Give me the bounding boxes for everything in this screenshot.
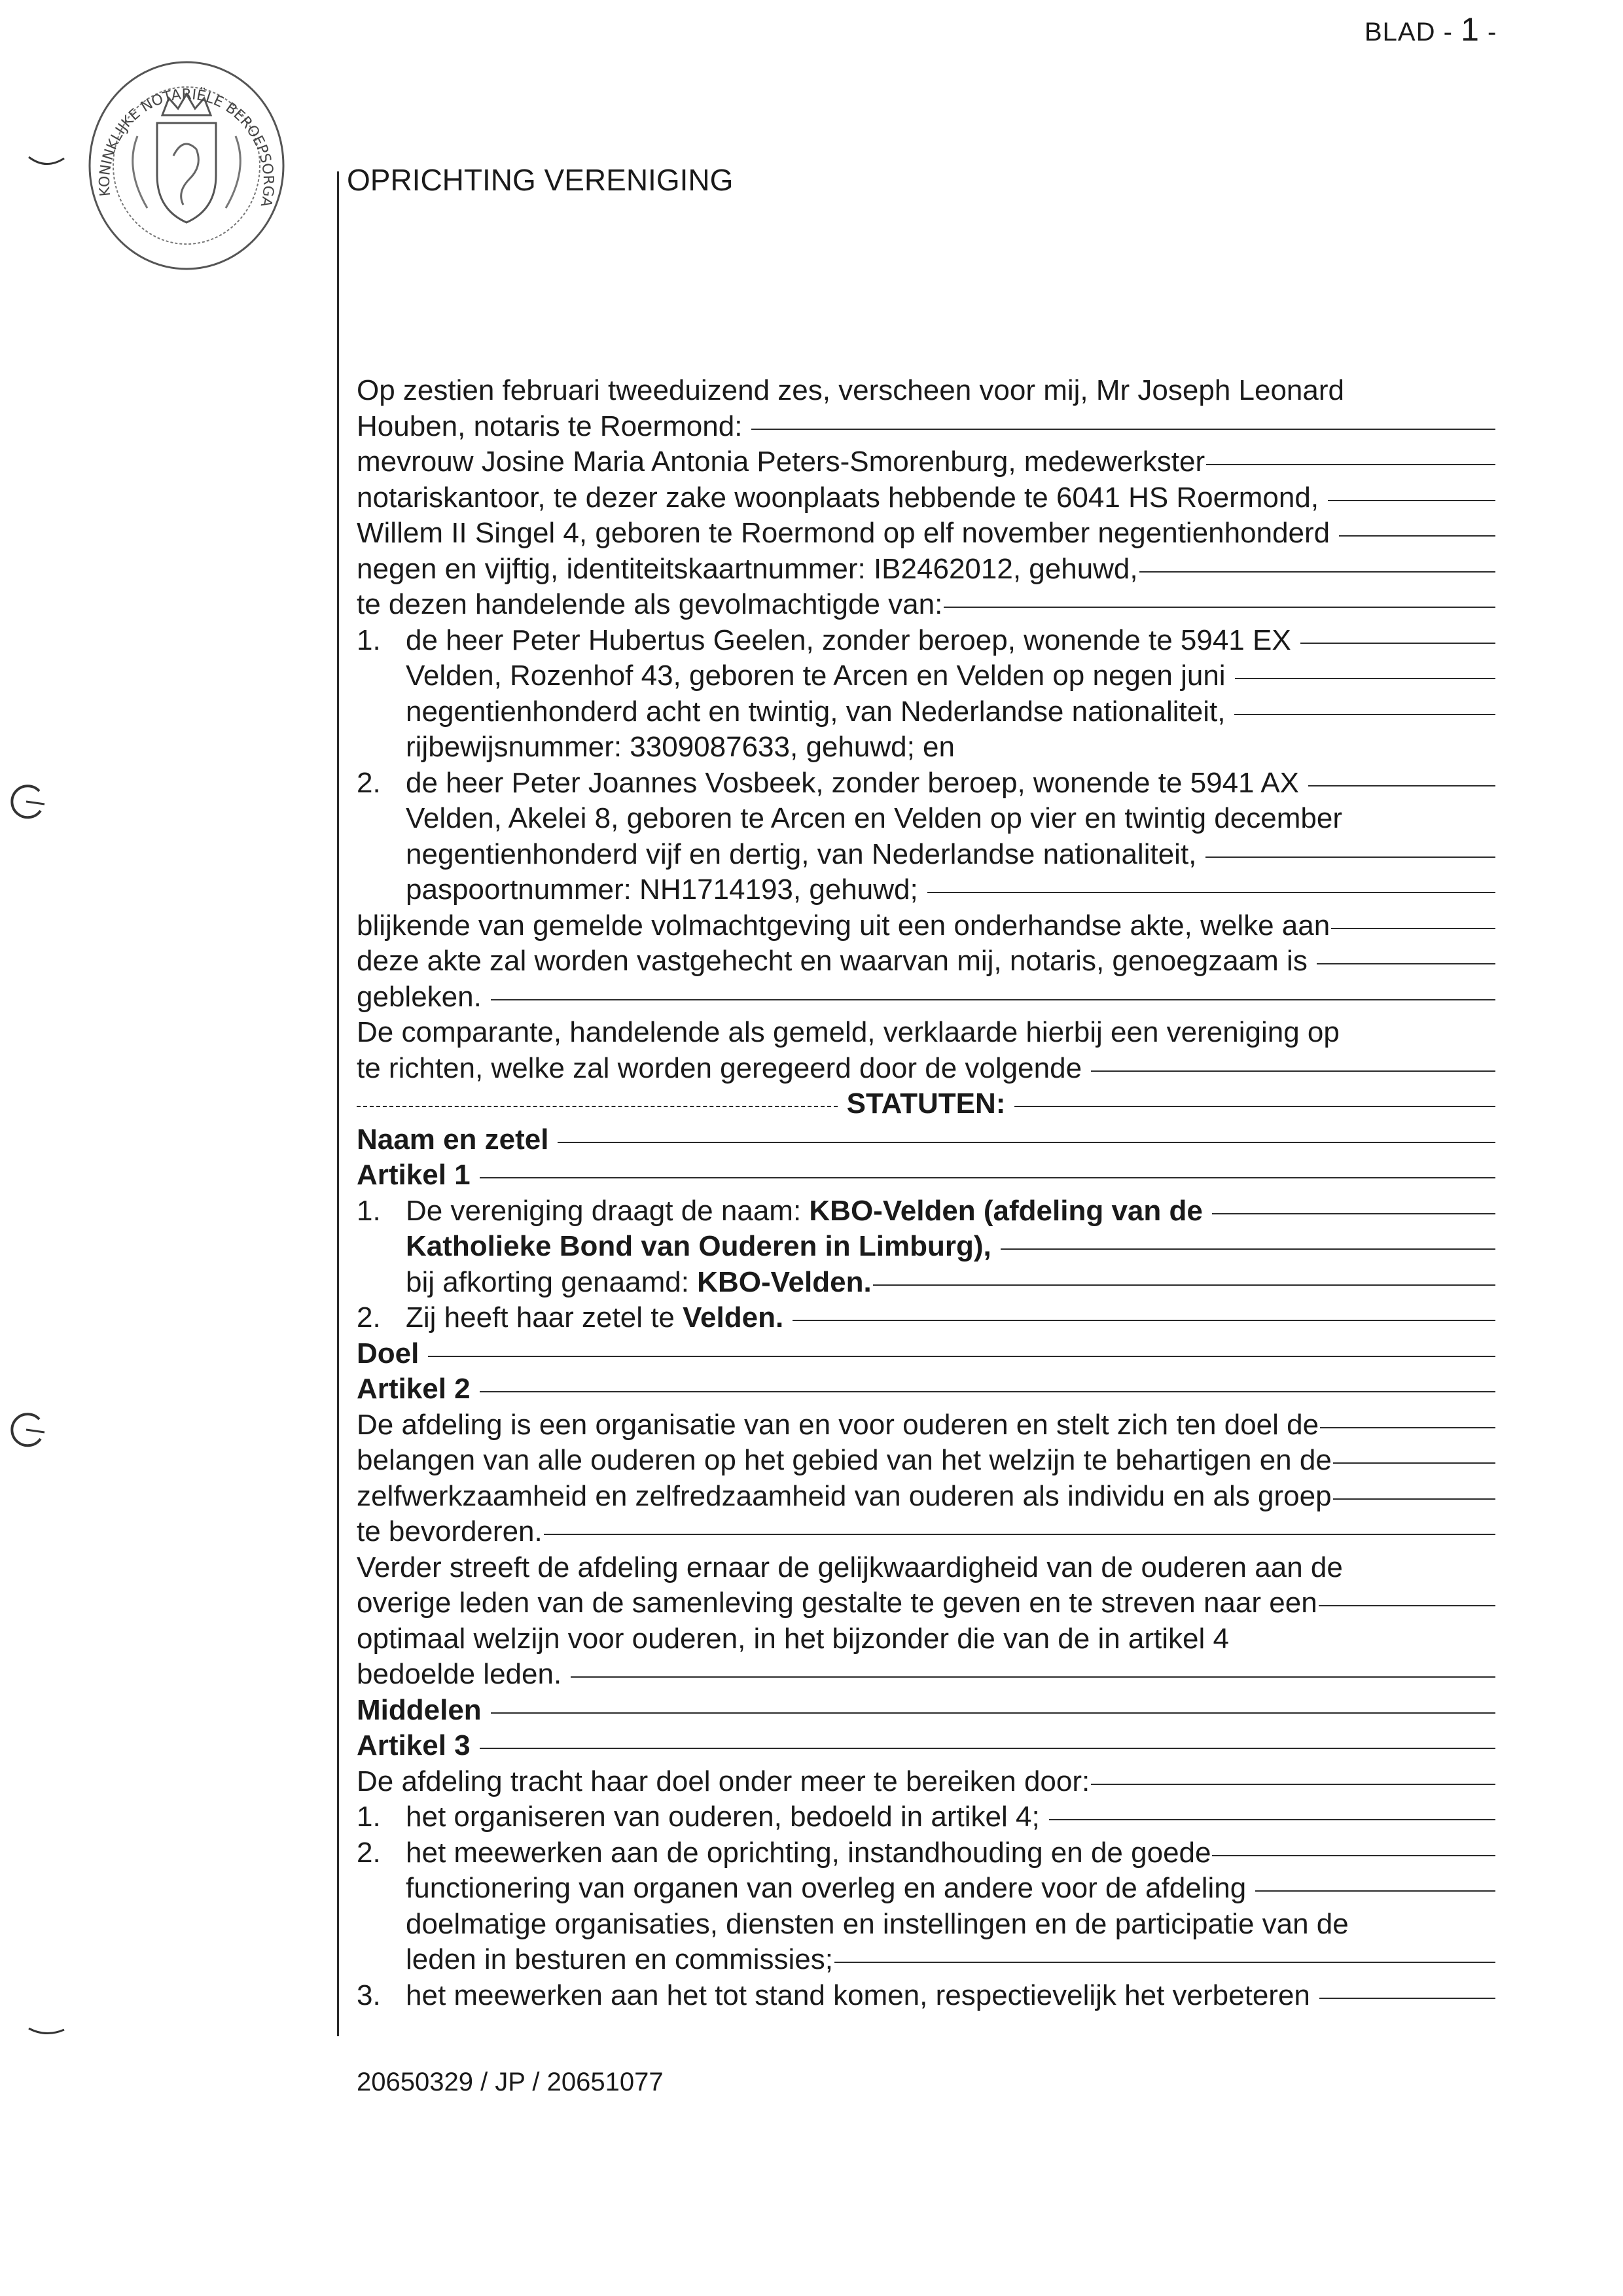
list-item: 2. Zij heeft haar zetel te Velden. (357, 1300, 1495, 1336)
text-line: Op zestien februari tweeduizend zes, verscheen voor mij, Mr Joseph Leonard (357, 374, 1344, 406)
document-title: OPRICHTING VERENIGING (347, 163, 734, 197)
text-line: De comparante, handelende als gemeld, verklaarde hierbij een vereniging op (357, 1016, 1340, 1048)
text-line: notariskantoor, te dezer zake woonplaats hebbende te 6041 HS Roermond, (357, 480, 1495, 516)
list-item: 1. het organiseren van ouderen, bedoeld in artikel 4; (357, 1799, 1495, 1835)
page-label: BLAD - (1364, 18, 1453, 46)
list-item-line: functionering van organen van overleg en andere voor de afdeling (357, 1871, 1495, 1907)
text-line: mevrouw Josine Maria Antonia Peters-Smorenburg, medewerkster (357, 444, 1495, 480)
svg-text:KONINKLIJKE NOTARIËLE BEROEPSO: KONINKLIJKE NOTARIËLE BEROEPSORGA (96, 86, 277, 209)
deed-body (357, 373, 1495, 2013)
scan-mark-icon (26, 144, 67, 185)
text-line: gebleken. (357, 980, 1495, 1016)
document-reference: 20650329 / JP / 20651077 (357, 2068, 664, 2096)
seal-icon (85, 58, 288, 274)
list-item: 2. de heer Peter Joannes Vosbeek, zonder beroep, wonende te 5941 AX (357, 766, 1495, 802)
punch-hole-icon (7, 1410, 47, 1451)
margin-rule (337, 171, 339, 2036)
section-heading: Middelen (357, 1693, 1495, 1729)
section-heading: Doel (357, 1336, 1495, 1372)
text-line: De afdeling is een organisatie van en voor ouderen en stelt zich ten doel de (357, 1407, 1495, 1443)
article-heading: Artikel 1 (357, 1157, 1495, 1193)
list-item: 3. het meewerken aan het tot stand komen, respectievelijk het verbeteren (357, 1978, 1495, 2014)
text-line: te bevorderen. (357, 1514, 1495, 1550)
text-line: Willem II Singel 4, geboren te Roermond op elf november negentienhonderd (357, 516, 1495, 552)
list-item-line: Katholieke Bond van Ouderen in Limburg), (357, 1229, 1495, 1265)
list-item: 2. het meewerken aan de oprichting, instandhouding en de goede (357, 1835, 1495, 1871)
text-line: De afdeling tracht haar doel onder meer te bereiken door: (357, 1764, 1495, 1800)
text-line: te dezen handelende als gevolmachtigde van: (357, 587, 1495, 623)
text-line: te richten, welke zal worden geregeerd door de volgende (357, 1051, 1495, 1087)
text-line: Verder streeft de afdeling ernaar de gelijkwaardigheid van de ouderen aan de (357, 1551, 1343, 1583)
list-item: 1. De vereniging draagt de naam: KBO-Velden (afdeling van de (357, 1193, 1495, 1229)
text-line: negen en vijftig, identiteitskaartnummer: IB2462012, gehuwd, (357, 552, 1495, 588)
page-label-suffix: - (1488, 18, 1497, 46)
text-line: optimaal welzijn voor ouderen, in het bijzonder die van de in artikel 4 (357, 1622, 1229, 1655)
statuten-heading: STATUTEN: (357, 1086, 1495, 1122)
list-item-line: rijbewijsnummer: 3309087633, gehuwd; en (406, 731, 955, 763)
punch-hole-icon (7, 782, 47, 822)
list-item-line: paspoortnummer: NH1714193, gehuwd; (357, 872, 1495, 908)
text-line: overige leden van de samenleving gestalte te geven en te streven naar een (357, 1585, 1495, 1621)
section-heading: Naam en zetel (357, 1122, 1495, 1158)
page-number (1364, 10, 1497, 48)
scan-mark-icon (26, 2015, 67, 2056)
notary-seal-stamp (85, 58, 288, 274)
article-heading: Artikel 2 (357, 1371, 1495, 1407)
list-item-line: Velden, Akelei 8, geboren te Arcen en Velden op vier en twintig december (406, 802, 1342, 834)
list-item-line: Velden, Rozenhof 43, geboren te Arcen en Velden op negen juni (357, 658, 1495, 694)
text-line: deze akte zal worden vastgehecht en waarvan mij, notaris, genoegzaam is (357, 944, 1495, 980)
text-line: blijkende van gemelde volmachtgeving uit een onderhandse akte, welke aan (357, 908, 1495, 944)
list-item-line: doelmatige organisaties, diensten en instellingen en de participatie van de (406, 1907, 1349, 1940)
text-line: bedoelde leden. (357, 1657, 1495, 1693)
list-item: 1. de heer Peter Hubertus Geelen, zonder beroep, wonende te 5941 EX (357, 623, 1495, 659)
list-item-line: negentienhonderd acht en twintig, van Nederlandse nationaliteit, (357, 694, 1495, 730)
page-number-value: 1 (1461, 11, 1480, 48)
list-item-line: leden in besturen en commissies; (357, 1942, 1495, 1978)
list-item-line: bij afkorting genaamd: KBO-Velden. (357, 1265, 1495, 1301)
text-line: belangen van alle ouderen op het gebied van het welzijn te behartigen en de (357, 1443, 1495, 1479)
text-line: Houben, notaris te Roermond: (357, 409, 1495, 445)
article-heading: Artikel 3 (357, 1728, 1495, 1764)
text-line: zelfwerkzaamheid en zelfredzaamheid van ouderen als individu en als groep (357, 1479, 1495, 1515)
list-item-line: negentienhonderd vijf en dertig, van Nederlandse nationaliteit, (357, 837, 1495, 873)
